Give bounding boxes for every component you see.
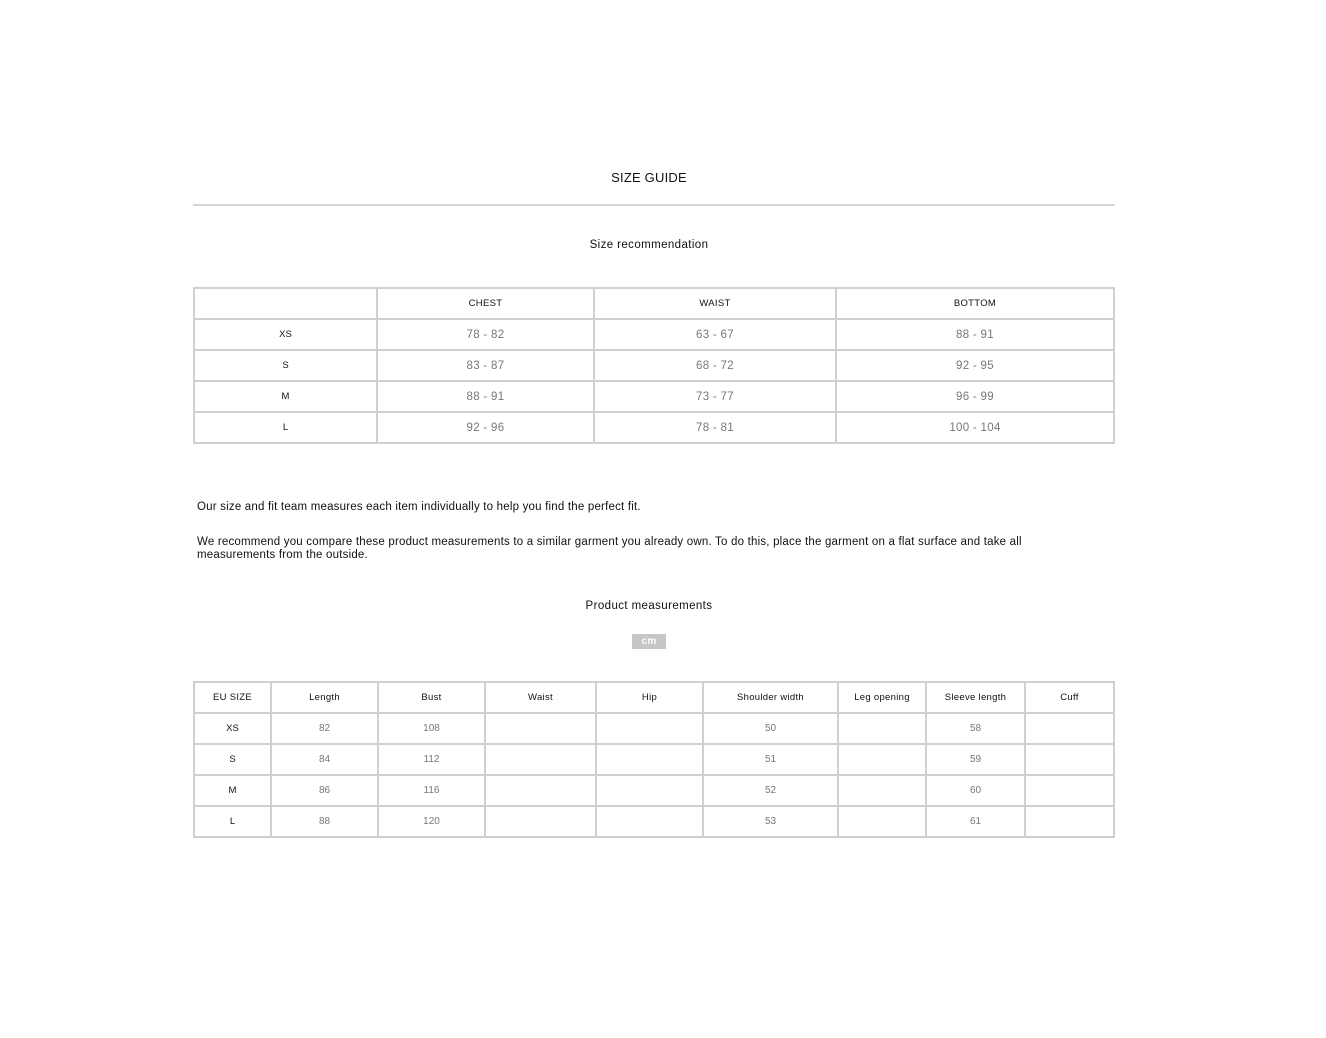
table-row [194,381,1114,412]
column-header: Length [271,682,378,713]
size-label: L [194,412,377,443]
shoulder-width-value: 50 [703,713,838,744]
shoulder-width-value: 53 [703,806,838,837]
page-title: SIZE GUIDE [611,170,687,185]
size-recommendation-table [193,287,1115,444]
column-header: Shoulder width [703,682,838,713]
hip-value [596,713,703,744]
column-header: Waist [485,682,596,713]
table-row [194,806,1114,837]
bust-value: 112 [378,744,485,775]
waist-value: 68 - 72 [594,350,836,381]
size-label: M [194,381,377,412]
length-value: 86 [271,775,378,806]
waist-value: 63 - 67 [594,319,836,350]
leg-opening-value [838,744,926,775]
length-value: 88 [271,806,378,837]
waist-value [485,806,596,837]
column-header: Cuff [1025,682,1114,713]
cuff-value [1025,806,1114,837]
product-measurements-heading: Product measurements [585,600,713,612]
chest-value: 88 - 91 [377,381,594,412]
bottom-value: 92 - 95 [836,350,1114,381]
product-measurements-table [193,681,1115,838]
leg-opening-value [838,806,926,837]
size-label: S [194,350,377,381]
leg-opening-value [838,713,926,744]
bust-value: 116 [378,775,485,806]
column-header: Hip [596,682,703,713]
sleeve-length-value: 59 [926,744,1025,775]
size-label: S [194,744,271,775]
hip-value [596,775,703,806]
sleeve-length-value: 60 [926,775,1025,806]
waist-value [485,713,596,744]
waist-value [485,744,596,775]
column-header: WAIST [594,288,836,319]
bottom-value: 100 - 104 [836,412,1114,443]
table-row [194,713,1114,744]
size-label: XS [194,713,271,744]
column-header: Sleeve length [926,682,1025,713]
fit-team-note: Our size and fit team measures each item individually to help you find the perfect fit. [197,501,641,513]
chest-value: 92 - 96 [377,412,594,443]
bust-value: 120 [378,806,485,837]
bust-value: 108 [378,713,485,744]
size-label: L [194,806,271,837]
size-label: M [194,775,271,806]
column-header: EU SIZE [194,682,271,713]
column-header: Bust [378,682,485,713]
table-header-row [194,288,1114,319]
table-row [194,350,1114,381]
bottom-value: 88 - 91 [836,319,1114,350]
table-row [194,319,1114,350]
table-header-row [194,682,1114,713]
column-header: Leg opening [838,682,926,713]
sleeve-length-value: 58 [926,713,1025,744]
hip-value [596,744,703,775]
unit-toggle-cm[interactable]: cm [632,634,666,649]
column-header [194,288,377,319]
waist-value [485,775,596,806]
chest-value: 78 - 82 [377,319,594,350]
cuff-value [1025,713,1114,744]
sleeve-length-value: 61 [926,806,1025,837]
shoulder-width-value: 51 [703,744,838,775]
column-header: BOTTOM [836,288,1114,319]
length-value: 84 [271,744,378,775]
waist-value: 73 - 77 [594,381,836,412]
waist-value: 78 - 81 [594,412,836,443]
shoulder-width-value: 52 [703,775,838,806]
table-row [194,744,1114,775]
table-row [194,412,1114,443]
title-divider [193,204,1115,206]
table-row [194,775,1114,806]
hip-value [596,806,703,837]
size-label: XS [194,319,377,350]
column-header: CHEST [377,288,594,319]
cuff-value [1025,775,1114,806]
size-recommendation-heading: Size recommendation [589,239,709,251]
bottom-value: 96 - 99 [836,381,1114,412]
chest-value: 83 - 87 [377,350,594,381]
measure-instructions: We recommend you compare these product measurements to a similar garment you already own. To do this, place the garment on a flat surface and take all measurements from the outside. [197,536,1022,561]
cuff-value [1025,744,1114,775]
leg-opening-value [838,775,926,806]
length-value: 82 [271,713,378,744]
